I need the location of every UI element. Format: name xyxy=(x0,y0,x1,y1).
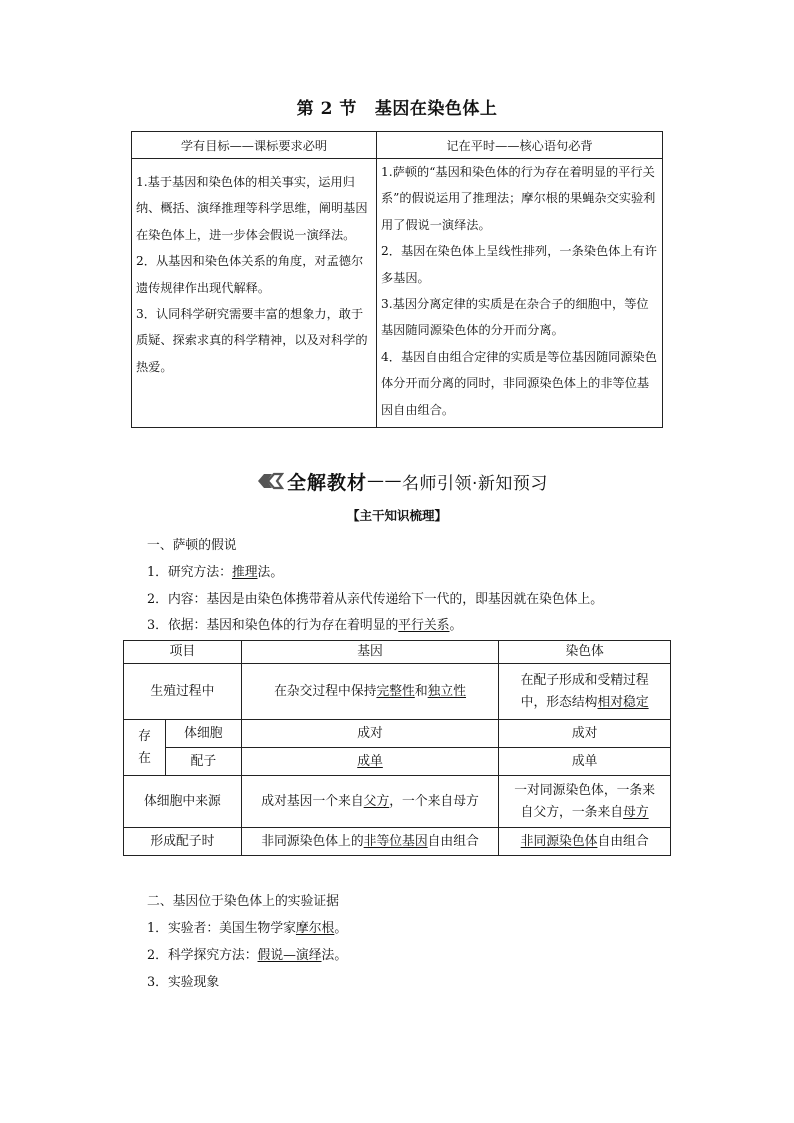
cell-gene-somatic: 成对 xyxy=(241,720,498,748)
answer-blank: 母方 xyxy=(623,804,649,820)
section2-item1: 1．实验者：美国生物学家摩尔根。 xyxy=(147,921,348,936)
key-sentence: 2．基因在染色体上呈线性排列，一条染色体上有许多基因。 xyxy=(381,244,657,285)
cell-chrom-gamete-formation: 非同源染色体自由组合 xyxy=(499,828,671,856)
objectives-left-cell xyxy=(132,159,377,428)
section1-item1: 1．研究方法：推理法。 xyxy=(147,565,284,580)
banner-title: 全解教材 xyxy=(287,471,368,494)
header-chromosome: 染色体 xyxy=(499,641,671,664)
answer-blank: 相对稳定 xyxy=(597,694,649,710)
section2-item2: 2．科学探究方法：假说—演绎法。 xyxy=(147,948,348,963)
cell-chrom-somatic: 成对 xyxy=(499,720,671,748)
answer-blank: 完整性 xyxy=(376,683,415,699)
objectives-header-right: 记在平时——核心语句必背 xyxy=(377,132,663,159)
banner-subtitle: 名师引领·新知预习 xyxy=(402,473,548,494)
answer-blank: 非同源染色体 xyxy=(520,833,598,849)
banner-dash: —— xyxy=(367,471,403,491)
cell-gene-gamete-formation: 非同源染色体上的非等位基因自由组合 xyxy=(241,828,498,856)
answer-blank: 推理 xyxy=(231,565,258,580)
row-label-origin: 体细胞中来源 xyxy=(124,776,242,828)
section2-item3: 3．实验现象 xyxy=(147,975,220,990)
section1-heading: 一、萨顿的假说 xyxy=(147,538,237,553)
chain-link-icon xyxy=(256,471,284,491)
header-item: 项目 xyxy=(124,641,242,664)
answer-blank: 父方 xyxy=(363,793,390,809)
key-sentence: 1.萨顿的“基因和染色体的行为存在着明显的平行关系”的假说运用了推理法；摩尔根的果蝇杂交实验利用了假说一演绎法。 xyxy=(381,165,656,232)
objectives-table xyxy=(131,131,663,428)
page-title xyxy=(0,94,794,119)
answer-blank: 假说—演绎 xyxy=(257,948,322,963)
row-label-gamete: 配子 xyxy=(165,748,241,776)
answer-blank: 独立性 xyxy=(427,683,467,699)
header-gene: 基因 xyxy=(241,641,498,664)
answer-blank: 平行关系 xyxy=(398,618,450,633)
cell-chrom-origin: 一对同源染色体，一条来 自父方，一条来自母方 xyxy=(499,776,671,828)
answer-blank: 摩尔根 xyxy=(295,921,335,936)
section-name: 基因在染色体上 xyxy=(374,99,498,119)
objective-item: 2．从基因和染色体关系的角度，对孟德尔遗传规律作出现代解释。 xyxy=(136,254,364,295)
objectives-right-cell xyxy=(377,159,663,428)
cell-chrom-reproduction: 在配子形成和受精过程 中，形态结构相对稳定 xyxy=(499,664,671,720)
gene-chromosome-table xyxy=(123,640,671,856)
objectives-header-left: 学有目标——课标要求必明 xyxy=(132,132,377,159)
key-sentence: 4．基因自由组合定律的实质是等位基因随同源染色体分开而分离的同时，非同源染色体上的非等位基因自由组合。 xyxy=(381,349,657,417)
objective-item: 1.基于基因和染色体的相关事实，运用归纳、概括、演绎推理等科学思维，阐明基因在染色体上，进一步体会假说一演绎法。 xyxy=(136,175,368,242)
row-label-gamete-formation: 形成配子时 xyxy=(124,828,242,856)
section1-item2: 2．内容：基因是由染色体携带着从亲代传递给下一代的，即基因就在染色体上。 xyxy=(147,592,604,607)
cell-gene-origin: 成对基因一个来自父方，一个来自母方 xyxy=(241,776,498,828)
answer-blank: 非等位基因 xyxy=(363,833,428,849)
cell-gene-gamete xyxy=(241,748,498,776)
cell-gene-reproduction: 在杂交过程中保持完整性和独立性 xyxy=(241,664,498,720)
key-sentence: 3.基因分离定律的实质是在杂合子的细胞中，等位基因随同源染色体的分开而分离。 xyxy=(381,297,649,338)
section-number: 第 2 节 xyxy=(296,99,357,119)
bracket-heading: 【主干知识梳理】 xyxy=(346,508,447,523)
answer-blank: 成单 xyxy=(357,753,383,769)
section-banner xyxy=(256,468,548,494)
row-label-somatic: 体细胞 xyxy=(165,720,241,748)
section2-heading: 二、基因位于染色体上的实验证据 xyxy=(147,894,339,909)
row-label-exist: 存 在 xyxy=(124,720,166,776)
section1-item3: 3．依据：基因和染色体的行为存在着明显的平行关系。 xyxy=(147,618,463,633)
objective-item: 3．认同科学研究需要丰富的想象力，敢于质疑、探索求真的科学精神，以及对科学的热爱。 xyxy=(136,307,368,374)
cell-chrom-gamete: 成单 xyxy=(499,748,671,776)
row-label-reproduction: 生殖过程中 xyxy=(124,664,242,720)
